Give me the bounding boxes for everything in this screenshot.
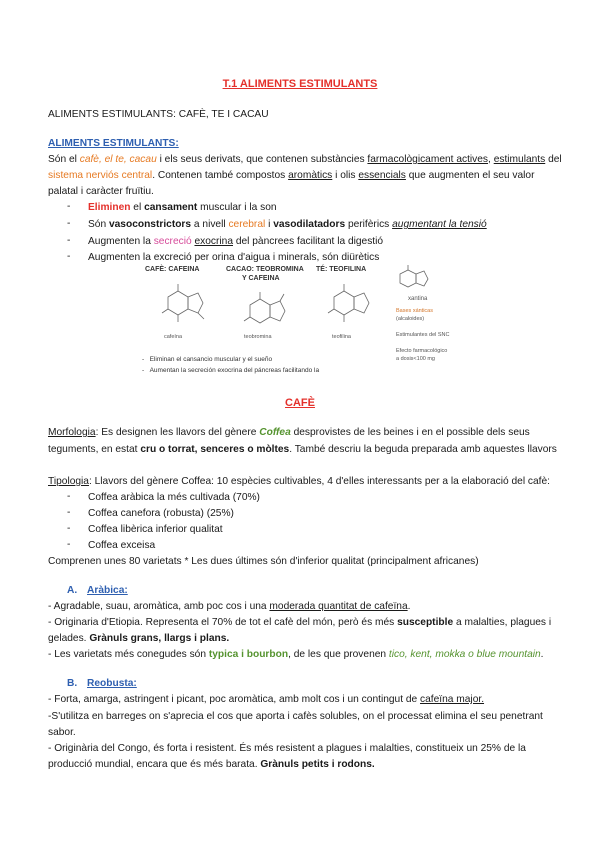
paragraph-line: palatal i caràcter fruïtiu. (48, 186, 154, 197)
text: - Forta, amarga, astringent i picant, poc aromàtica, amb molt cos i un contingut de (48, 694, 421, 705)
theophylline-structure-image (324, 282, 384, 330)
text: . També descriu la beguda preparada amb aquestes llavors (289, 444, 557, 455)
text: a nivell (191, 219, 229, 230)
arabica-letter: A. (67, 585, 78, 596)
text-highlight: typica i bourbon (208, 649, 289, 660)
text: muscular i la son (197, 202, 277, 213)
robusta-letter: B. (67, 678, 78, 689)
molecules-figure (140, 262, 450, 380)
arabica-heading: Aràbica: (87, 585, 128, 596)
paragraph-line (48, 475, 553, 489)
paragraph-line (48, 169, 553, 183)
snc-label: Estimulantes del SNC (396, 332, 450, 338)
text-underlined: estimulants (493, 154, 546, 165)
text-bold: Grànuls petits i rodons. (260, 759, 375, 770)
list-item: Coffea aràbica la més cultivada (70%) (88, 492, 260, 503)
text-underlined: Morfologia (48, 427, 96, 438)
text-underlined: aromàtics (288, 170, 333, 181)
text: i els seus derivats, que contenen substàncies (156, 154, 368, 165)
figure-note-text: Eliminan el cansancio muscular y el sueño (149, 356, 273, 363)
cafe-heading: CAFÈ (285, 397, 315, 409)
text: a malalties, plagues i (453, 617, 552, 628)
text-bold: cansament (144, 202, 198, 213)
text-highlight: Coffea (259, 427, 291, 438)
xantina-caption: xantina (408, 296, 428, 302)
theobromine-structure-image (240, 290, 300, 338)
xanthine-structure-image (394, 264, 440, 296)
bullet: - (67, 201, 71, 212)
list-item: Coffea canefora (robusta) (25%) (88, 508, 234, 519)
paragraph-line (48, 758, 553, 772)
bullet: - (67, 218, 71, 229)
figure-note-1: - Eliminan el cansancio muscular y el sueño (142, 356, 273, 363)
bases-sub-label: (alcaloides) (396, 316, 425, 322)
text-underlined: cafeïna major. (420, 694, 485, 705)
text-highlight: cafè, el te, cacau (79, 154, 157, 165)
text-highlight: Eliminen (88, 202, 131, 213)
paragraph-line (48, 616, 553, 630)
text-underlined: essencials (358, 170, 406, 181)
bullet: - (67, 491, 71, 502)
text-bold: cru o torrat, senceres o mòltes (140, 444, 290, 455)
bases-label: Bases xánticas (396, 308, 433, 314)
cacao-label: CACAO: TEOBROMINA (226, 266, 304, 273)
teofilina-caption: teofilina (332, 334, 351, 340)
paragraph-line (48, 426, 553, 440)
figure-note-2: - Aumentan la secreción exocrina del páncreas facilitando la (142, 367, 320, 374)
cafeina-caption: cafeína (164, 334, 183, 340)
bullet: - (67, 523, 71, 534)
text-underlined: augmentant la tensió (392, 219, 487, 230)
text: teguments, en estat (48, 444, 141, 455)
efecto-label: Efecto farmacológico (396, 348, 448, 354)
paragraph-line (48, 693, 553, 707)
text-bold: Grànuls grans, llargs i plans. (89, 633, 230, 644)
paragraph-line (48, 153, 562, 167)
list-item (88, 218, 487, 232)
text: : Es designen les llavors del gènere (95, 427, 260, 438)
text: desprovistes de les beines i en el possible dels seus (290, 427, 530, 438)
text: . Contenen també compostos (152, 170, 289, 181)
figure-note-text: Aumentan la secreción exocrina del páncreas facilitando la (149, 367, 320, 374)
paragraph-line: - Originària del Congo, és forta i resistent. És més resistent a plagues i malalties, constitueix un 25% de la (48, 743, 526, 754)
text: i olis (332, 170, 359, 181)
text: el (130, 202, 145, 213)
page-title: T.1 ALIMENTS ESTIMULANTS (222, 78, 378, 90)
text-underlined: Tipologia (48, 476, 89, 487)
text: perifèrics (345, 219, 393, 230)
teobromina-caption: teobromina (244, 334, 272, 340)
paragraph-line: sabor. (48, 727, 76, 738)
list-item: Augmenten la excreció per orina d'aigua i minerals, són diürètics (88, 252, 380, 263)
robusta-heading: Reobusta: (87, 678, 137, 689)
cacao-label-2: Y CAFEINA (242, 275, 280, 282)
text-bold: vasodilatadors (273, 219, 346, 230)
subtitle: ALIMENTS ESTIMULANTS: CAFÈ, TE I CACAU (48, 109, 269, 120)
list-item (88, 235, 383, 249)
text-highlight: cerebral (228, 219, 266, 230)
paragraph-line: -S'utilitza en barreges on s'aprecia el cos que aporta i cafès solubles, on el processat elimina el seu penetrant (48, 711, 543, 722)
text: - Agradable, suau, aromàtica, amb poc cos i una (48, 601, 270, 612)
text: del pàncrees facilitant la digestió (233, 236, 384, 247)
text-bold: vasoconstrictors (108, 219, 192, 230)
text: Augmenten la (88, 236, 154, 247)
bullet: - (67, 235, 71, 246)
bullet: - (67, 539, 71, 550)
bullet: - (67, 507, 71, 518)
paragraph-line (48, 443, 557, 457)
paragraph-line (48, 600, 553, 614)
text-highlight: tico, kent, mokka o blue mountain (388, 649, 541, 660)
text-bold: susceptible (397, 617, 454, 628)
text: producció mundial, encara que és més barata. (48, 759, 261, 770)
text-highlight: sistema nerviós central (48, 170, 153, 181)
text-underlined: exocrina (194, 236, 233, 247)
paragraph-line (48, 648, 553, 662)
list-item (88, 201, 277, 215)
efecto-sub-label: a dosis<100 mg (396, 356, 435, 362)
paragraph-line: Comprenen unes 80 varietats * Les dues últimes són d'inferior qualitat (principalment africanes) (48, 556, 479, 567)
text: que augmenten el seu valor (405, 170, 535, 181)
list-item: Coffea exceisa (88, 540, 156, 551)
bullet: - (67, 251, 71, 262)
text: , de les que provenen (288, 649, 389, 660)
text-underlined: farmacològicament actives (367, 154, 489, 165)
text-highlight: secreció (153, 236, 192, 247)
section-heading-aliments: ALIMENTS ESTIMULANTS: (48, 138, 179, 149)
text: i (265, 219, 274, 230)
text: - Les varietats més conegudes són (48, 649, 209, 660)
paragraph-line (48, 632, 553, 646)
text: - Originaria d'Etiopia. Representa el 70% de tot el cafè del món, però és més (48, 617, 398, 628)
text: . (540, 649, 544, 660)
text: del (545, 154, 562, 165)
text: . (407, 601, 411, 612)
te-label: TÉ: TEOFILINA (316, 266, 367, 273)
text: Són (88, 219, 109, 230)
cafe-label: CAFÈ: CAFEINA (145, 266, 200, 273)
text: gelades. (48, 633, 90, 644)
caffeine-structure-image (158, 282, 218, 330)
text: , (488, 154, 494, 165)
text: Són el (48, 154, 80, 165)
text-underlined: moderada quantitat de cafeïna (269, 601, 408, 612)
text: : Llavors del gènere Coffea: 10 espècies cultivables, 4 d'elles interessants per a la elaboració del cafè: (88, 476, 551, 487)
list-item: Coffea libèrica inferior qualitat (88, 524, 223, 535)
